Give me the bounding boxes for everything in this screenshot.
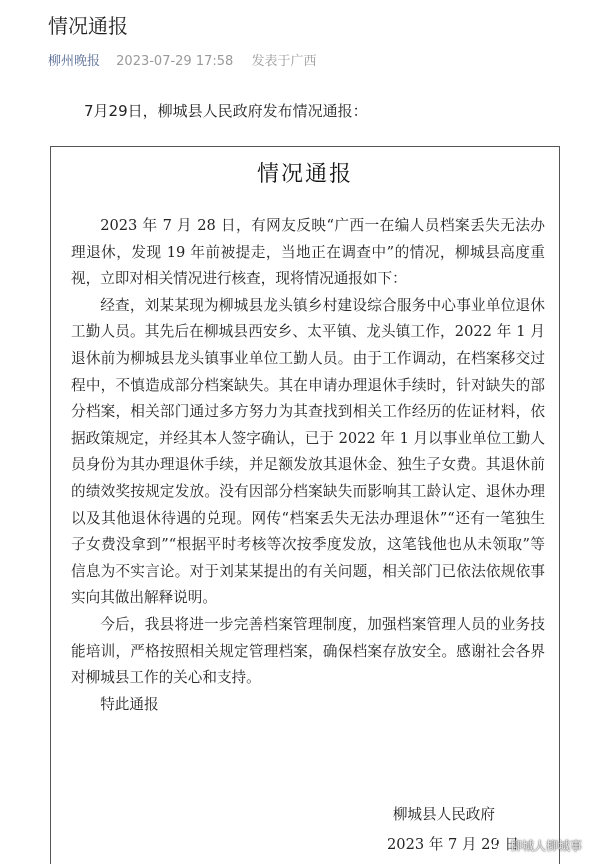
notice-date: 2023 年 7 月 29 日	[387, 836, 519, 853]
publish-time: 2023-07-29 17:58	[116, 54, 234, 69]
image-watermark	[493, 837, 582, 854]
notice-document-image	[50, 146, 560, 864]
account-name-link[interactable]: 柳州晚报	[48, 54, 101, 69]
notice-paragraph: 特此通报	[100, 695, 159, 713]
notice-body	[71, 213, 545, 718]
watermark-text: 柳城人柳城事	[509, 839, 582, 853]
notice-signer: 柳城县人民政府	[392, 806, 495, 823]
article-intro: 7月29日，柳城县人民政府发布情况通报：	[84, 102, 368, 120]
notice-paragraph: 今后，我县将进一步完善档案管理制度，加强档案管理人员的业务技能培训，严格按照相关规定管理档案，确保档案存放安全。感谢社会各界对柳城县工作的关心和支持。	[71, 615, 545, 687]
notice-paragraph: 2023 年 7 月 28 日，有网友反映“广西一在编人员档案丢失无法办理退休，发现 19 年前被提走，当地正在调查中”的情况，柳城县高度重视，立即对相关情况进行核查，现将情况通报如下：	[71, 217, 545, 288]
article-title: 情况通报	[48, 14, 128, 38]
wechat-icon	[493, 838, 507, 853]
notice-title: 情况通报	[256, 162, 353, 187]
notice-paragraph: 经查，刘某某现为柳城县龙头镇乡村建设综合服务中心事业单位退休工勤人员。其先后在柳城县西安乡、太平镇、龙头镇工作，2022 年 1 月退休前为柳城县龙头镇事业单位工勤人员。由于工作调动，在档案移交过程中，不慎造成部分档案缺失。其在申请办理退休手续时，针对缺失的部分档案，相关部门通过多方努力为其查找到相关工作经历的佐证材料，依据政策规定，并经其本人签字确认，已于 2022 年 1 月以事业单位工勤人员身份为其办理退休手续，并足额发放其退休金、独生子女费。其退休前的绩效奖按规定发放。没有因部分档案缺失而影响其工龄认定、退休办理以及其他退休待遇的兑现。网传“档案丢失无法办理退休”“还有一笔独生子女费没拿到”“根据平时考核等次按季度发放，这笔钱他也从未领取”等信息为不实言论。对于刘某某提出的有关问题，相关部门已依法依规依事实向其做出解释说明。	[71, 296, 545, 607]
publish-location: 发表于广西	[251, 54, 317, 69]
article-meta	[48, 50, 316, 69]
